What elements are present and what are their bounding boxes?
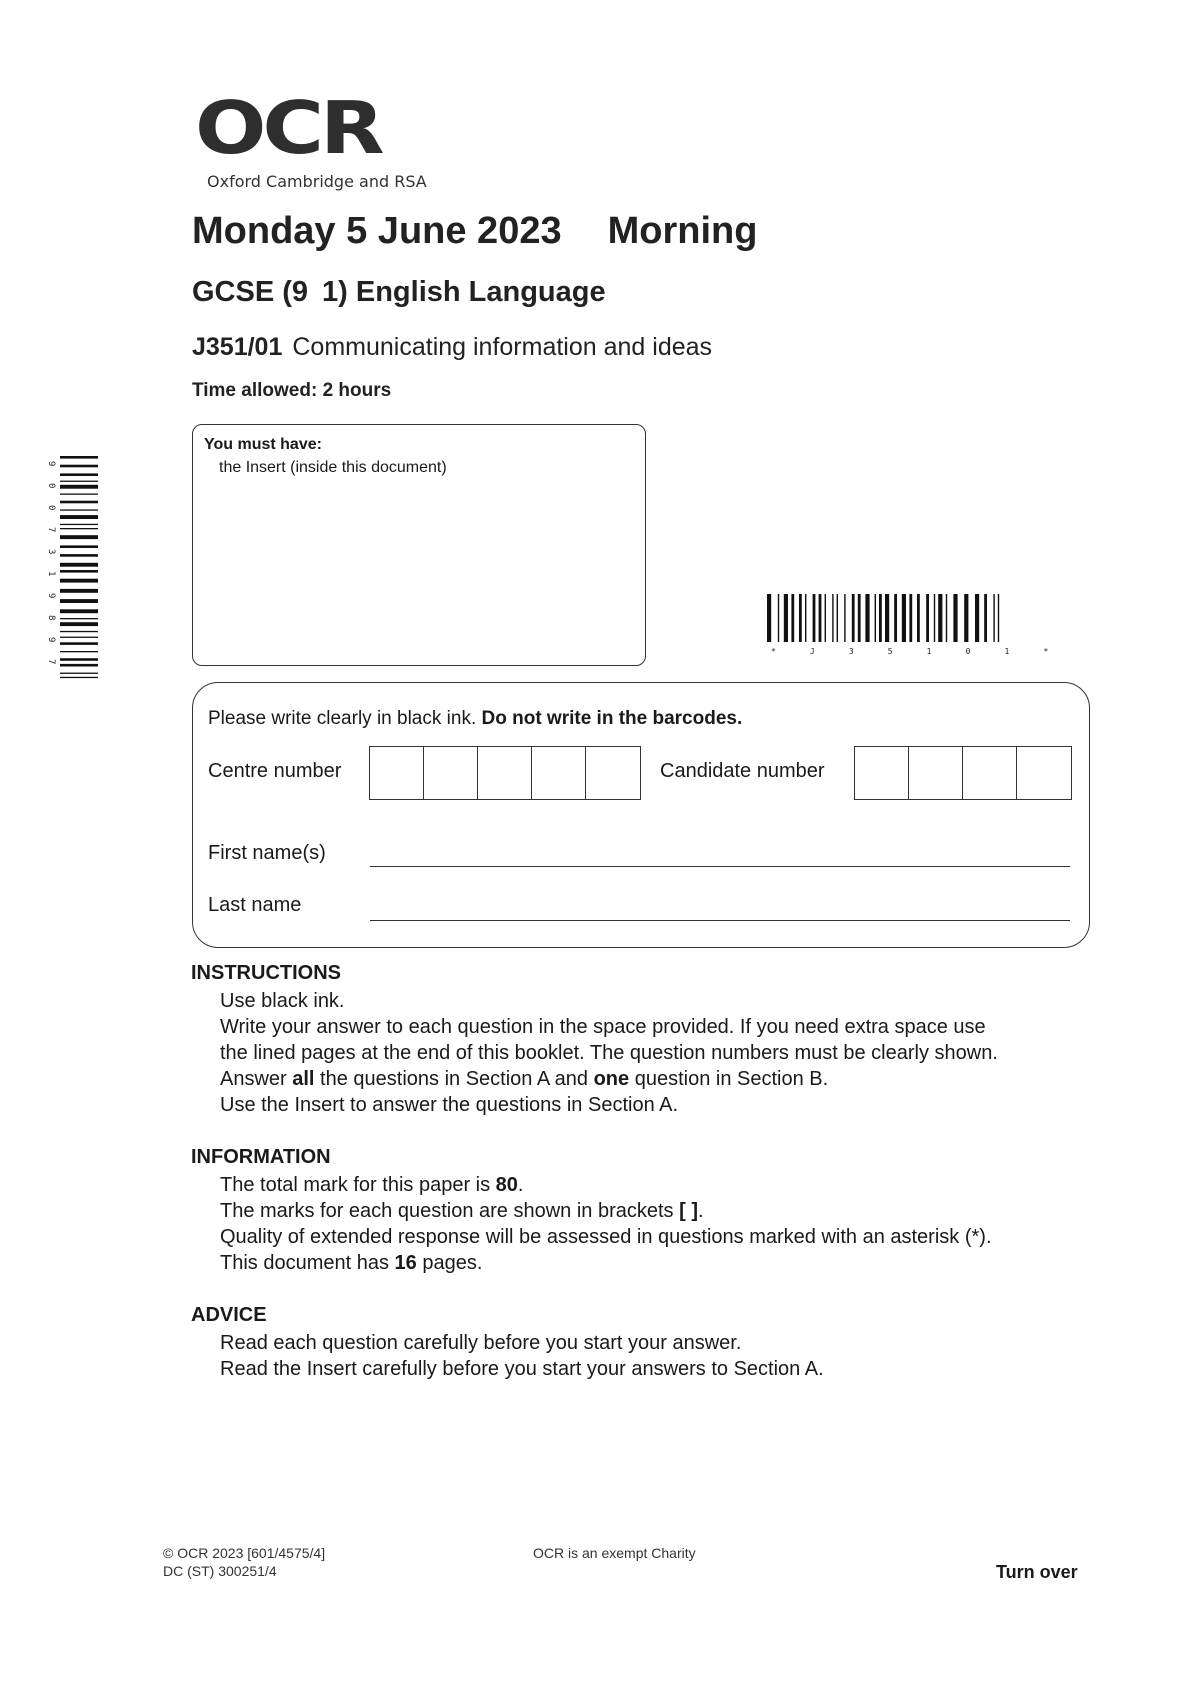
barcode-digit: 7: [46, 527, 56, 533]
barcode-bar: [879, 594, 882, 642]
text-run: Answer: [220, 1068, 293, 1090]
centre-digit-box[interactable]: [370, 747, 424, 799]
text-run: .: [517, 1174, 524, 1196]
side-barcode: [44, 454, 100, 684]
barcode-bar: [825, 594, 826, 642]
text-run: question in Section B.: [629, 1068, 829, 1090]
barcode-bar: [885, 594, 889, 642]
form-instruction: [208, 708, 742, 730]
barcode-bar: [60, 528, 98, 529]
barcode-bar: [799, 594, 802, 642]
ocr-logo: [195, 85, 455, 202]
candidate-digit-box[interactable]: [855, 747, 909, 799]
barcode-digit: 1: [1004, 647, 1010, 656]
paper-code: J351/01: [192, 333, 283, 361]
barcode-bar: [60, 622, 98, 626]
form-instruction-text: Please write clearly in black ink.: [208, 708, 477, 729]
dc-code: DC (ST) 300251/4: [163, 1563, 277, 1579]
barcode-digit: J: [809, 647, 815, 656]
barcode-bar: [902, 594, 906, 642]
barcode-bar: [60, 642, 98, 645]
last-name-field[interactable]: [370, 920, 1070, 921]
turn-over: Turn over: [996, 1562, 1078, 1582]
barcode-digit: 3: [46, 549, 56, 555]
barcode-bar: [60, 535, 98, 539]
barcode-digit: *: [1043, 647, 1049, 656]
barcode-bar: [993, 594, 994, 642]
instruction-item: [220, 1066, 998, 1092]
form-instruction-bold: Do not write in the barcodes.: [481, 708, 743, 729]
first-name-field[interactable]: [370, 866, 1070, 867]
barcode-bar: [984, 594, 987, 642]
last-name-label: Last name: [208, 894, 302, 916]
instructions-heading: INSTRUCTIONS: [191, 962, 341, 984]
paper-title: Communicating information and ideas: [292, 333, 713, 361]
exam-date: Monday 5 June 2023: [192, 210, 562, 252]
exam-date-line: [192, 210, 757, 253]
paper-title-line: [192, 333, 712, 362]
information-item: [220, 1250, 992, 1276]
instructions-list: [220, 988, 998, 1118]
barcode-bar: [909, 594, 912, 642]
text-run: .: [698, 1200, 704, 1222]
barcode-bar: [60, 673, 98, 674]
barcode-bar: [998, 594, 999, 642]
centre-digit-box[interactable]: [424, 747, 478, 799]
text-run: pages.: [416, 1252, 483, 1274]
information-list: [220, 1172, 992, 1276]
barcode-bar: [865, 594, 869, 642]
barcode-bar: [60, 664, 98, 667]
footer-left: [163, 1544, 325, 1580]
barcode-bar: [60, 524, 98, 525]
barcode-digit: 9: [46, 461, 56, 467]
barcode-digit: 1: [46, 571, 56, 577]
centre-digit-box[interactable]: [478, 747, 532, 799]
barcode-bar: [938, 594, 942, 642]
charity-note: OCR is an exempt Charity: [533, 1545, 696, 1561]
barcode-bar: [953, 594, 957, 642]
barcode-digit: 0: [46, 483, 56, 489]
barcode-bar: [60, 618, 98, 619]
barcode-bar: [60, 599, 98, 603]
centre-digit-box[interactable]: [532, 747, 586, 799]
barcode-bar: [60, 473, 98, 476]
candidate-digit-box[interactable]: [963, 747, 1017, 799]
advice-heading: ADVICE: [191, 1304, 267, 1326]
emphasis: one: [593, 1068, 630, 1090]
barcode-bar: [60, 677, 98, 678]
barcode-bar: [60, 456, 98, 459]
instruction-item: the lined pages at the end of this booklet. The question numbers must be clearly shown.: [220, 1042, 998, 1064]
barcode-digit: 0: [46, 505, 56, 511]
barcode-bar: [837, 594, 838, 642]
barcode-bar: [784, 594, 788, 642]
barcode-bar: [819, 594, 822, 642]
barcode-bar: [60, 545, 98, 548]
information-heading: INFORMATION: [191, 1146, 331, 1168]
barcode-bar: [934, 594, 935, 642]
text-run: The total mark for this paper is: [220, 1174, 496, 1196]
copyright: © OCR 2023 [601/4575/4]: [163, 1545, 326, 1561]
barcode-bar: [60, 658, 98, 661]
barcode-bar: [791, 594, 794, 642]
barcode-bar: [60, 515, 98, 519]
barcode-digit: 0: [965, 647, 971, 656]
barcode-bar: [858, 594, 861, 642]
must-have-item: the Insert (inside this document): [219, 459, 447, 476]
barcode-digit: 5: [887, 647, 893, 656]
barcode-digit: 9: [46, 637, 56, 643]
emphasis: all: [292, 1068, 315, 1090]
barcode-bar: [964, 594, 968, 642]
centre-digit-box[interactable]: [586, 747, 640, 799]
barcode-bar: [60, 554, 98, 557]
barcode-bar: [926, 594, 929, 642]
page-count: 16: [394, 1252, 417, 1274]
barcode-bar: [60, 579, 98, 583]
barcode-bar: [60, 509, 98, 510]
qualification-name: GCSE (9: [192, 276, 309, 308]
candidate-digit-box[interactable]: [909, 747, 963, 799]
instruction-item: Use the Insert to answer the questions in Section A.: [220, 1094, 679, 1116]
barcode-bar: [844, 594, 845, 642]
text-run: This document has: [220, 1252, 395, 1274]
advice-item: Read each question carefully before you start your answer.: [220, 1332, 742, 1354]
barcode-digit: 1: [926, 647, 932, 656]
instruction-item: Use black ink.: [220, 990, 345, 1012]
barcode-bar: [875, 594, 876, 642]
barcode-bar: [60, 637, 98, 638]
barcode-bar: [60, 465, 98, 468]
logo-subtitle: Oxford Cambridge and RSA: [207, 172, 427, 191]
qualification-title: [192, 276, 606, 309]
barcode-bar: [60, 651, 98, 652]
advice-item: Read the Insert carefully before you start your answers to Section A.: [220, 1358, 824, 1380]
information-item: [220, 1198, 992, 1224]
must-have-title: You must have:: [204, 436, 322, 453]
barcode-bar: [894, 594, 897, 642]
barcode-digit: 7: [46, 659, 56, 665]
barcode-digit: 3: [848, 647, 854, 656]
barcode-bar: [60, 481, 98, 482]
barcode-bar: [60, 485, 98, 489]
barcode-bar: [975, 594, 979, 642]
barcode-digit: *: [771, 647, 776, 656]
qualification-subject: 1) English Language: [322, 276, 606, 308]
barcode-bar: [813, 594, 816, 642]
barcode-bar: [60, 563, 98, 567]
exam-session: Morning: [607, 210, 758, 252]
centre-number-label: Centre number: [208, 760, 342, 782]
barcode-digit: 8: [46, 615, 56, 621]
barcode-bar: [805, 594, 806, 642]
barcode-bar: [60, 589, 98, 593]
candidate-number-field[interactable]: [854, 746, 1072, 800]
first-name-label: First name(s): [208, 842, 326, 864]
barcode-bar: [60, 501, 98, 504]
total-mark: 80: [495, 1174, 518, 1196]
barcode-bar: [852, 594, 855, 642]
text-run: the questions in Section A and: [314, 1068, 594, 1090]
barcode-bar: [60, 609, 98, 613]
information-item: Quality of extended response will be assessed in questions marked with an asterisk (*).: [220, 1226, 992, 1248]
time-allowed: Time allowed: 2 hours: [192, 380, 392, 401]
barcode-bar: [917, 594, 920, 642]
barcode-bar: [767, 594, 771, 642]
information-item: [220, 1172, 992, 1198]
logo-mark: OCR: [195, 85, 381, 171]
candidate-number-label: Candidate number: [660, 760, 825, 782]
advice-list: [220, 1330, 824, 1382]
text-run: The marks for each question are shown in brackets: [220, 1200, 680, 1222]
barcode-bar: [946, 594, 947, 642]
barcode-bar: [832, 594, 833, 642]
barcode-bar: [60, 631, 98, 632]
barcode-bar: [778, 594, 779, 642]
barcode-digit: 9: [46, 593, 56, 599]
paper-barcode: [765, 594, 1055, 656]
candidate-digit-box[interactable]: [1017, 747, 1071, 799]
emphasis: [ ]: [679, 1200, 699, 1222]
instruction-item: Write your answer to each question in the space provided. If you need extra space use: [220, 1016, 986, 1038]
barcode-bar: [60, 570, 98, 573]
centre-number-field[interactable]: [369, 746, 641, 800]
barcode-bar: [60, 494, 98, 495]
